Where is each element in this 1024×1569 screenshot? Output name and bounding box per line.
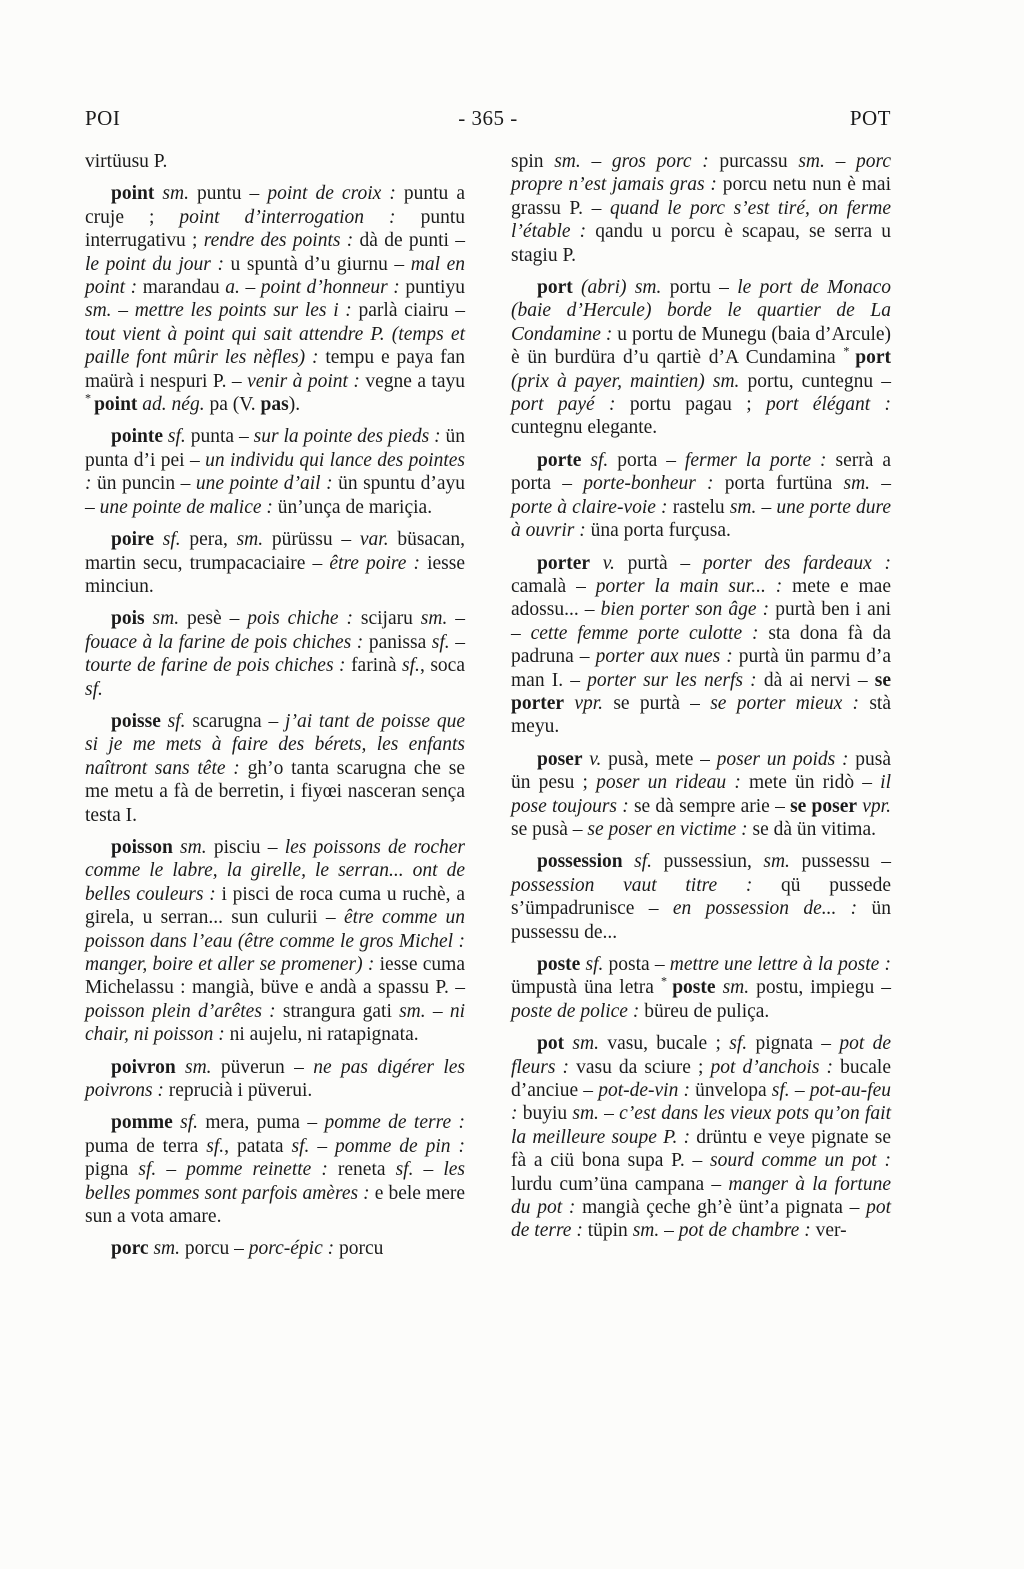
entry-poste: poste sf. posta – mettre une lettre à la poste : ümpustà üna letra * poste sm. postu, impiegu – poste de police : büreu de puliça. (511, 954, 891, 1022)
entry-poisson: poisson sm. pisciu – les poissons de rocher comme le labre, la girelle, le serran... ont de belles couleurs : i pisci de roca cuma u ruchè, a girela, u serran... sun culurii – être comme un poisson dans l’eau (être comme le gros Michel : manger, boire et aller se promener) : iesse cuma Michelassu : mangià, büve e andà a spassu P. – poisson plein d’arêtes : strangura gati sm. – ni chair, ni poisson : ni aujelu, ni ratapignata. (85, 836, 465, 1046)
entry-poisse: poisse sf. scarugna – j’ai tant de poisse que si je me mets à faire des bérets, les enfants naîtront sans tête : gh’o tanta scarugna che se me metu a fà de berretin, i fiyœi nasceran sença testa I. (85, 710, 465, 826)
entry-continuation-virtuusu: virtüusu P. (85, 151, 168, 172)
entry-pot: pot sm. vasu, bucale ; sf. pignata – pot de fleurs : vasu da sciure ; pot d’anchois : bucale d’anciue – pot-de-vin : ünvelopa sf. – pot-au-feu : buyiu sm. – c’est dans les vieux pots qu’on fait la meilleure soupe P. : drüntu e veye pignate se fà a ciü bona supa P. – sourd comme un pot : lurdu cum’üna campana – manger à la fortune du pot : mangià çeche gh’è ünt’a pignata – pot de terre : tüpin sm. – pot de chambre : ver- (511, 1033, 892, 1242)
header-page-number: - 365 - (458, 106, 518, 130)
entry-porte: porte sf. porta – fermer la porte : serrà a porta – porte-bonheur : porta furtüna sm. – porte à claire-voie : rastelu sm. – une porte dure à ouvrir : üna porta furçusa. (511, 449, 892, 542)
entry-pois: pois sm. pesè – pois chiche : scijaru sm. – fouace à la farine de pois chiches : panissa sf. – tourte de farine de pois chiches : farinà sf., soca sf. (85, 608, 466, 700)
entry-pointe: pointe sf. punta – sur la pointe des pieds : ün punta d’i pei – un individu qui lance des pointes : ün puncin – une pointe d’ail : ün spuntu d’ayu – une pointe de malice : ün’unça de mariçia. (85, 426, 466, 518)
column-left (85, 150, 465, 1270)
entry-poire: poire sf. pera, sm. pürüssu – var. büsacan, martin secu, trumpacaciaire – être poire : iesse minciun. (85, 529, 466, 597)
entry-continuation-porc-spin: spin sm. – gros porc : purcassu sm. – porc propre n’est jamais gras : porcu netu nun è mai grassu P. – quand le porc s’est tiré, on ferme l’étable : qandu u porcu è scapau, se serra u stagiu P. (511, 151, 892, 266)
column-right (511, 150, 891, 1270)
running-head (85, 106, 891, 131)
entry-port: port (abri) sm. portu – le port de Monaco (baie d’Hercule) borde le quartier de La Condamine : u portu de Munegu (baia d’Arcule) è ün burdüra d’u qartiè d’A Cundamina * port (prix à payer, maintien) sm. portu, cuntegnu – port payé : portu pagau ; port élégant : cuntegnu elegante. (511, 277, 892, 439)
header-guide-word-right: POT (849, 106, 891, 130)
entry-poser: poser v. pusà, mete – poser un poids : pusà ün pesu ; poser un rideau : mete ün ridò – il pose toujours : se dà sempre arie – se poser vpr. se pusà – se poser en victime : se dà ün vitima. (511, 748, 891, 840)
entry-porc: porc sm. porcu – porc-épic : porcu (111, 1238, 384, 1260)
text-columns (85, 150, 891, 1270)
header-guide-word-left: POI (85, 106, 121, 130)
entry-point: point sm. puntu – point de croix : puntu a cruje ; point d’interrogation : puntu interrugativu ; rendre des points : dà de punti – le point du jour : u spuntà d’u giurnu – mal en point : marandau a. – point d’honneur : puntiyu sm. – mettre les points sur les i : parlà ciairu – tout vient à point qui sait attendre P. (temps et paille font mûrir les nèfles) : tempu e paya fan maürà i nespuri P. – venir à point : vegne a tayu * point ad. nég. pa (V. pas). (85, 183, 466, 416)
entry-porter: porter v. purtà – porter des fardeaux : camalà – porter la main sur... : mete e mae adossu... – bien porter son âge : purtà ben i ani – cette femme porte culotte : sta dona fà da padruna – porter aux nues : purtà ün parmu d’a man I. – porter sur les nerfs : dà ai nervi – se porter vpr. se purtà – se porter mieux : stà meyu. (511, 552, 892, 738)
entry-poivron: poivron sm. püverun – ne pas digérer les poivrons : reprucià i püverui. (85, 1056, 466, 1102)
entry-possession: possession sf. pussessiun, sm. pussessu – possession vaut titre : qü pussede s’ümpadrunisce – en possession de... : ün pussessu de... (511, 851, 892, 943)
entry-pomme: pomme sf. mera, puma – pomme de terre : puma de terra sf., patata sf. – pomme de pin : pigna sf. – pomme reinette : reneta sf. – les belles pommes sont parfois amères : e bele mere sun a vota amare. (85, 1112, 465, 1228)
